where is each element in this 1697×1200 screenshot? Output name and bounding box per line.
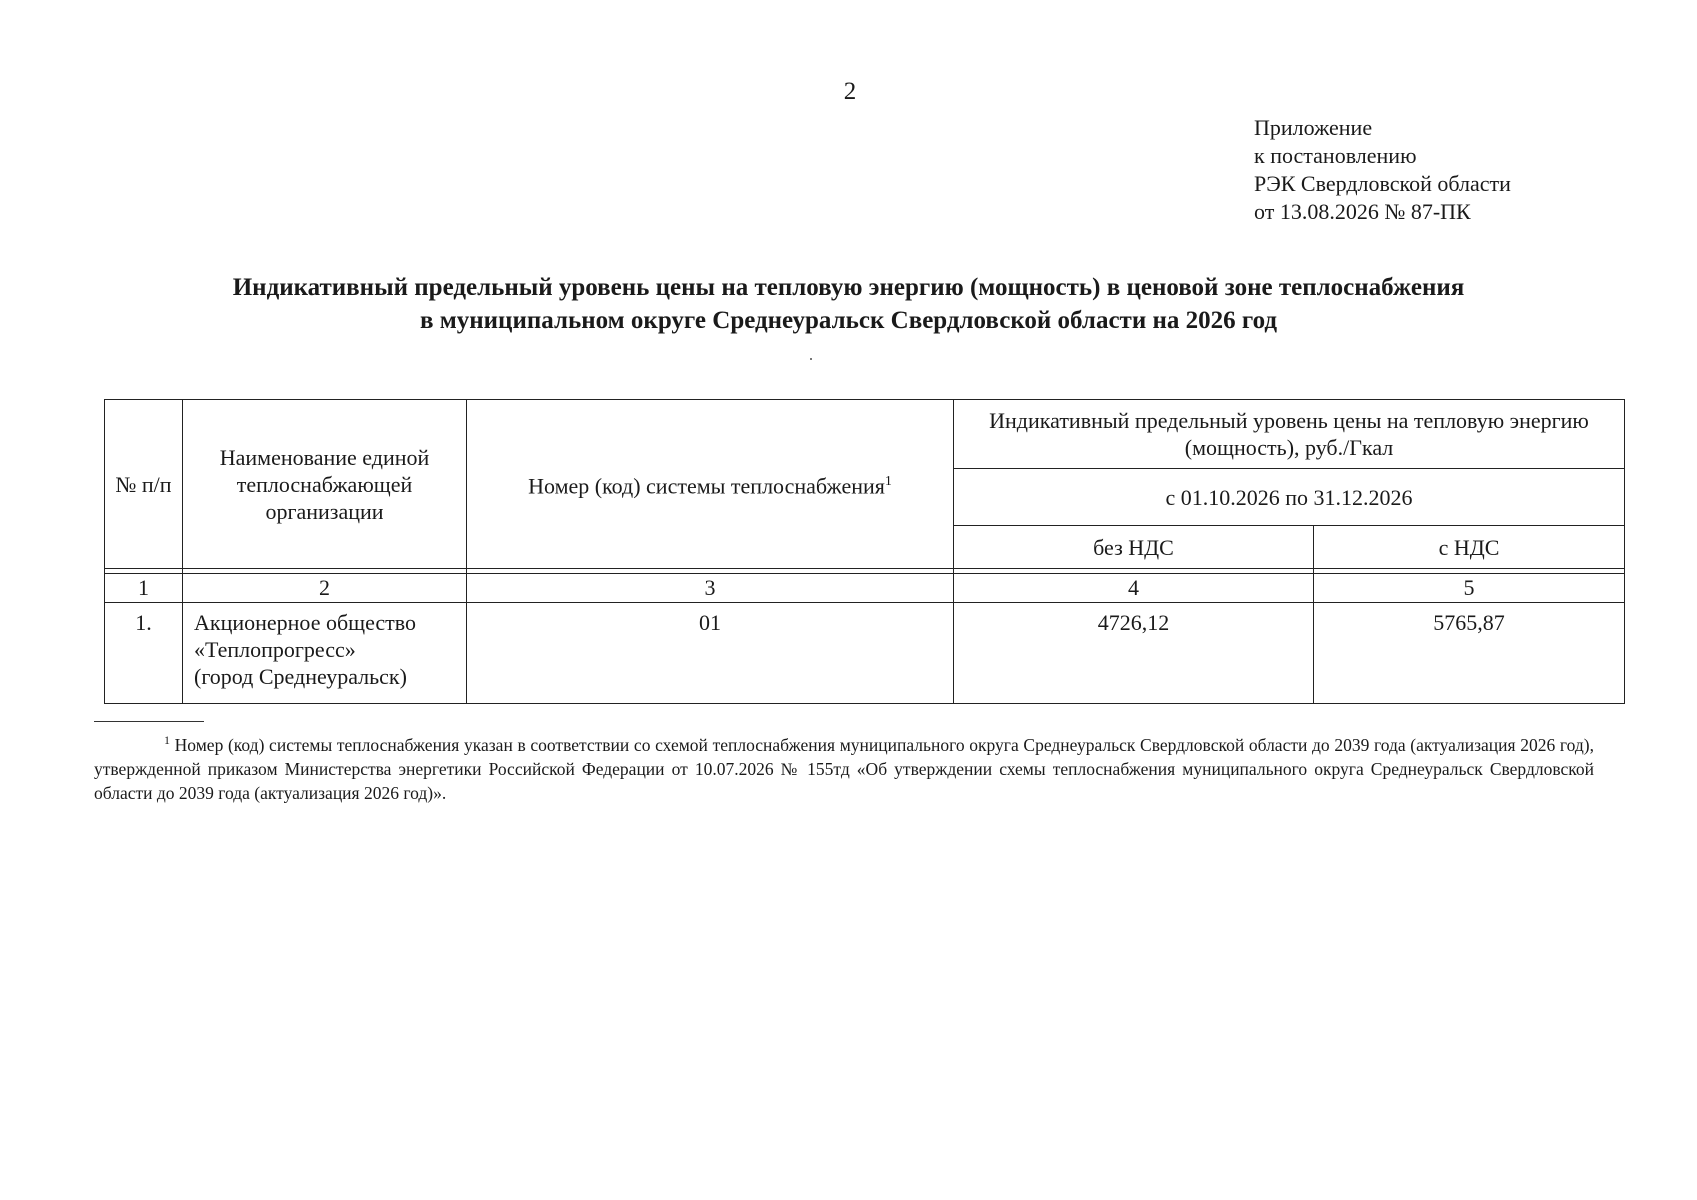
- footnote-marker: 1: [164, 733, 170, 747]
- header-without-vat: без НДС: [954, 526, 1314, 569]
- header-num: № п/п: [105, 400, 183, 569]
- row-org: [183, 603, 467, 704]
- table-row: [105, 603, 1625, 704]
- footnote-text: Номер (код) системы теплоснабжения указан в соответствии со схемой теплоснабжения муниципального округа Среднеуральск Свердловской области до 2039 года (актуализация 2026 год), утвержденной приказом Министерства энергетики Российской Федерации от 10.07.2026 № 155тд «Об утверждении схемы теплоснабжения муниципального округа Среднеуральск Свердловской области до 2039 года (актуализация 2026 год)».: [94, 734, 1595, 803]
- document-title: [100, 271, 1597, 337]
- header-row: [105, 400, 1625, 469]
- footnote-ref: 1: [884, 474, 892, 490]
- page-number: 2: [843, 78, 857, 105]
- org-line: (город Среднеуральск): [194, 664, 407, 689]
- header-with-vat: с НДС: [1314, 526, 1625, 569]
- footnote-divider: [94, 721, 204, 722]
- column-number: 1: [105, 574, 183, 603]
- title-line: Индикативный предельный уровень цены на тепловую энергию (мощность) в ценовой зоне теплоснабжения: [232, 274, 1465, 301]
- column-number: 5: [1314, 574, 1625, 603]
- header-system-label: Номер (код) системы теплоснабжения: [528, 473, 885, 499]
- appendix-line: Приложение: [1254, 115, 1373, 140]
- row-price-without-vat: 4726,12: [954, 603, 1314, 704]
- scan-speck: [810, 358, 812, 360]
- title-line: в муниципальном округе Среднеуральск Свердловской области на 2026 год: [419, 307, 1278, 334]
- price-table: [104, 399, 1625, 704]
- appendix-line: РЭК Свердловской области: [1254, 171, 1511, 196]
- org-line: Акционерное общество: [194, 610, 417, 635]
- appendix-line: к постановлению: [1254, 143, 1417, 168]
- column-number-row: [105, 574, 1625, 603]
- header-org: Наименование единой теплоснабжающей организации: [183, 400, 467, 569]
- row-system-code: 01: [467, 603, 954, 704]
- appendix-block: [1254, 114, 1511, 226]
- row-num: 1.: [105, 603, 183, 704]
- column-number: 2: [183, 574, 467, 603]
- org-line: «Теплопрогресс»: [194, 637, 356, 662]
- column-number: 4: [954, 574, 1314, 603]
- appendix-line: от 13.08.2026 № 87-ПК: [1254, 199, 1471, 224]
- footnote: [94, 728, 1594, 805]
- row-price-with-vat: 5765,87: [1314, 603, 1625, 704]
- header-period: с 01.10.2026 по 31.12.2026: [954, 469, 1625, 526]
- header-price: Индикативный предельный уровень цены на тепловую энергию (мощность), руб./Гкал: [954, 400, 1625, 469]
- column-number: 3: [467, 574, 954, 603]
- header-system: [467, 400, 954, 569]
